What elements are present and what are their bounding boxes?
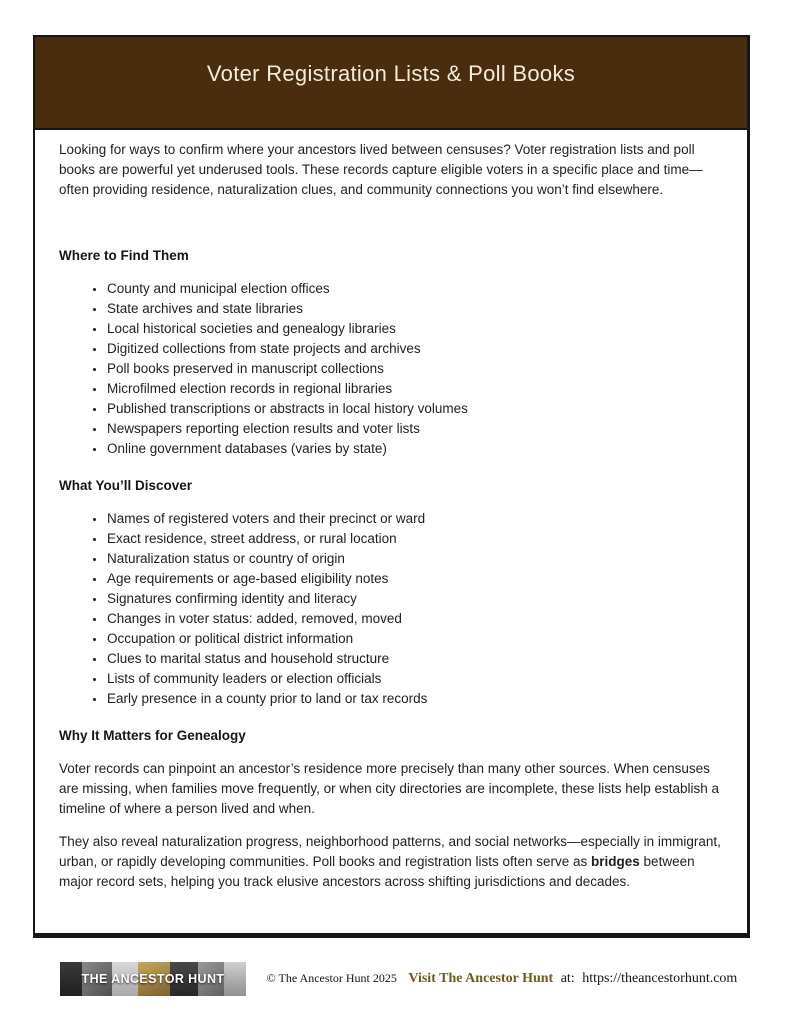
list-item: • Lists of community leaders or election officials [106,669,725,689]
list-item: • Exact residence, street address, or rural location [106,529,725,549]
list-item: • Online government databases (varies by state) [106,439,725,459]
footer-text [246,971,758,987]
list-item: • County and municipal election offices [106,279,725,299]
discover-list [59,509,725,709]
list-item: • Poll books preserved in manuscript collections [106,359,725,379]
why-p2-text: They also reveal naturalization progress, neighborhood patterns, and social networks—especially in immigrant, urban, or rapidly developing communities. Poll books and registration lists often serve as [59,834,721,869]
list-item: • Occupation or political district information [106,629,725,649]
site-url-link[interactable]: https://theancestorhunt.com [582,971,738,986]
heading-what-youll-discover: What You’ll Discover [59,478,193,493]
copyright-text: © The Ancestor Hunt 2025 [266,971,397,985]
list-item: • Naturalization status or country of origin [106,549,725,569]
list-item: • Age requirements or age-based eligibility notes [106,569,725,589]
at-label: at: [560,971,575,986]
list-item: • Changes in voter status: added, removed, moved [106,609,725,629]
why-paragraph-1: Voter records can pinpoint an ancestor’s residence more precisely than many other sources. When censuses are missing, when families move frequently, or when city directories are incomplete, these lists help establish a timeline of where a person lived and when. [59,761,720,816]
visit-label: Visit The Ancestor Hunt [408,971,554,986]
heading-where-to-find: Where to Find Them [59,248,189,263]
heading-why-it-matters: Why It Matters for Genealogy [59,728,246,743]
logo-wordmark: THE ANCESTOR HUNT [81,972,225,986]
why-paragraph-2 [59,832,725,892]
intro-paragraph: Looking for ways to confirm where your ancestors lived between censuses? Voter registration lists and poll books are powerful yet underused tools. These records capture eligible voters in a specific place and time—often providing residence, naturalization clues, and community connections you won’t find elsewhere. [59,142,703,197]
page-footer [33,959,758,999]
list-item: • Early presence in a county prior to land or tax records [106,689,725,709]
list-item: • Published transcriptions or abstracts in local history volumes [106,399,725,419]
find-list [59,279,725,459]
why-p2-bold-word: bridges [591,854,640,869]
document-body [35,130,747,892]
ancestor-hunt-logo[interactable] [60,962,246,996]
list-item: • Names of registered voters and their precinct or ward [106,509,725,529]
title-banner [35,37,747,130]
document-box [33,35,750,938]
list-item: • Signatures confirming identity and literacy [106,589,725,609]
list-item: • Digitized collections from state projects and archives [106,339,725,359]
page-title: Voter Registration Lists & Poll Books [206,61,576,86]
list-item: • Newspapers reporting election results and voter lists [106,419,725,439]
why-p2-text: between major record sets, helping you track elusive ancestors across shifting jurisdictions and decades. [59,854,695,889]
list-item: • Clues to marital status and household structure [106,649,725,669]
list-item: • State archives and state libraries [106,299,725,319]
list-item: • Microfilmed election records in regional libraries [106,379,725,399]
list-item: • Local historical societies and genealogy libraries [106,319,725,339]
